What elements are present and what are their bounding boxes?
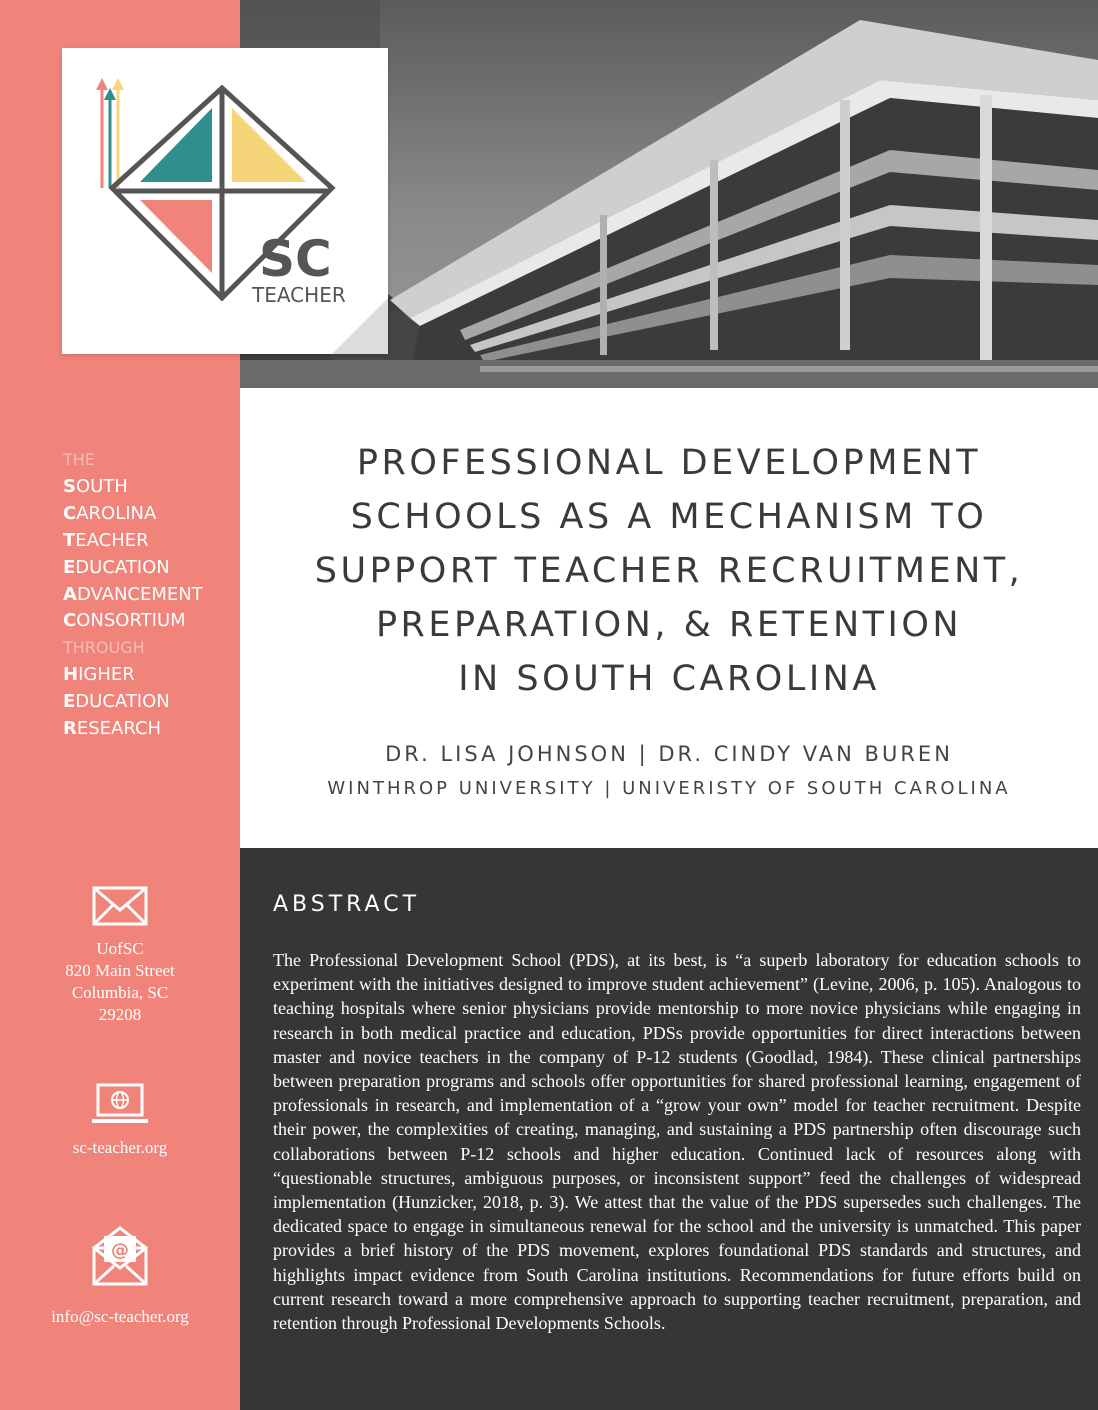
sc-teacher-logo <box>62 48 388 354</box>
address-line-2: 820 Main Street <box>65 961 175 980</box>
acronym-rest: THE <box>63 450 95 469</box>
acronym-initial: H <box>63 664 79 686</box>
abstract-heading: ABSTRACT <box>273 892 421 917</box>
address-line-1: UofSC <box>96 939 144 958</box>
acronym-rest: THROUGH <box>63 638 145 658</box>
acronym-initial: A <box>63 583 77 605</box>
acronym-initial: E <box>63 556 76 578</box>
acronym-list <box>63 447 238 743</box>
logo-text-teacher: TEACHER <box>252 283 346 307</box>
paper-title <box>240 436 1098 706</box>
acronym-rest: DVANCEMENT <box>76 583 203 605</box>
acronym-rest: ONSORTIUM <box>76 610 186 632</box>
svg-text:@: @ <box>111 1240 129 1261</box>
acronym-line <box>63 716 238 743</box>
title-line: PREPARATION, & RETENTION <box>375 605 963 645</box>
acronym-initial: S <box>63 475 76 497</box>
authors: DR. LISA JOHNSON | DR. CINDY VAN BUREN <box>385 742 953 766</box>
contact-address <box>0 886 240 1026</box>
acronym-initial: C <box>63 610 77 632</box>
acronym-rest: DUCATION <box>75 691 170 713</box>
envelope-icon <box>92 886 148 926</box>
logo-text-sc: SC <box>259 230 332 288</box>
website-link[interactable]: sc-teacher.org <box>72 1138 168 1157</box>
acronym-rest: IGHER <box>78 664 135 686</box>
title-line: SCHOOLS AS A MECHANISM TO <box>350 497 988 537</box>
acronym-line <box>63 447 238 474</box>
acronym-line <box>63 689 238 716</box>
acronym-line <box>63 528 238 555</box>
acronym-rest: AROLINA <box>76 502 157 524</box>
acronym-line <box>63 501 238 528</box>
acronym-rest: ESEARCH <box>76 718 162 740</box>
email-link[interactable]: info@sc-teacher.org <box>51 1307 189 1326</box>
abstract-body: The Professional Development School (PDS), at its best, is “a superb laboratory for education schools to experiment with the initiatives designed to improve student achievement” (Levine, 2006, p. 105). Analogous to teaching hospitals where senior physicians provide mentorship to more novice physicians while engaging in research in both medical practice and education, PDSs provide opportunities for direct interactions between master and novice teachers in the company of P-12 students (Goodlad, 1984). These clinical partnerships between preparation programs and schools offer opportunities for shared professional learning, engagement of professionals in research, and implementation of a “grow your own” model for teacher recruitment. Despite their power, the complexities of creating, managing, and sustaining a PDS partnership often discourage such collaborations between P-12 schools and higher education. Continued lack of resources along with “questionable structures, ambiguous purposes, or inconsistent support” feed the challenges of widespread implementation (Hunzicker, 2018, p. 3). We attest that the value of the PDS supersedes such challenges. The dedicated space to engage in simultaneous renewal for the school and the university is unmatched. This paper provides a brief history of the PDS movement, explores foundational PDS standards and structures, and highlights impact evidence from South Carolina institutions. Recommendations for future efforts build on current research toward a more comprehensive approach to supporting teacher recruitment, preparation, and retention through Professional Developments Schools. <box>273 950 1081 1334</box>
acronym-line <box>63 635 238 662</box>
address-line-3: Columbia, SC <box>71 983 169 1002</box>
laptop-globe-icon <box>92 1083 148 1125</box>
contact-website <box>0 1083 240 1159</box>
acronym-line <box>63 608 238 635</box>
affiliations: WINTHROP UNIVERSITY | UNIVERISTY OF SOUTH CAROLINA <box>327 778 1011 799</box>
acronym-line <box>63 555 238 582</box>
acronym-initial: E <box>63 691 76 713</box>
acronym-line <box>63 474 238 501</box>
email-at-icon <box>92 1226 148 1286</box>
acronym-line <box>63 582 238 609</box>
title-line: SUPPORT TEACHER RECRUITMENT, <box>314 551 1024 591</box>
acronym-initial: C <box>63 502 77 524</box>
acronym-initial: R <box>63 718 77 740</box>
abstract-section <box>240 848 1098 1410</box>
title-section <box>240 388 1098 848</box>
logo-mark <box>62 48 388 354</box>
acronym-initial: T <box>63 529 76 551</box>
contact-email <box>0 1226 240 1328</box>
acronym-rest: OUTH <box>75 475 128 497</box>
address-line-4: 29208 <box>98 1005 142 1024</box>
title-line: PROFESSIONAL DEVELOPMENT <box>356 443 982 483</box>
acronym-line <box>63 662 238 689</box>
acronym-rest: EACHER <box>75 529 149 551</box>
acronym-rest: DUCATION <box>75 556 170 578</box>
title-line: IN SOUTH CAROLINA <box>458 659 880 699</box>
